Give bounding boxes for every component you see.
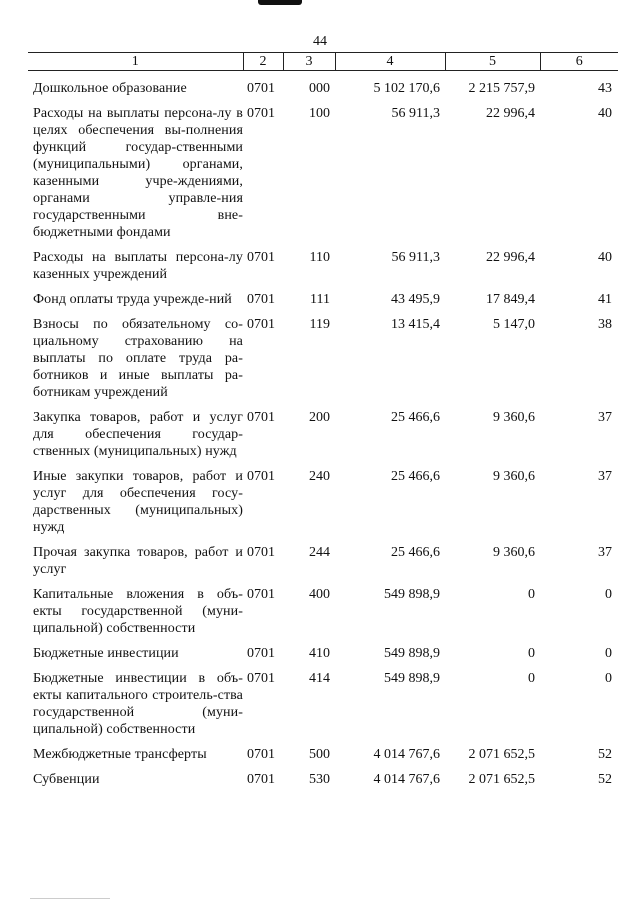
table-row	[28, 662, 618, 738]
section-code: 0701	[247, 106, 275, 121]
execution-percent: 38	[598, 317, 612, 332]
row-label: Закупка товаров, работ и услуг для обеспечения государ-ственных (муниципальных) нужд	[33, 410, 243, 459]
executed-amount: 2 215 757,9	[468, 81, 535, 96]
planned-amount: 13 415,4	[391, 317, 440, 332]
executed-amount: 22 996,4	[486, 106, 535, 121]
executed-amount: 17 849,4	[486, 292, 535, 307]
executed-amount: 0	[528, 587, 535, 602]
row-label: Бюджетные инвестиции в объ-екты капитального строитель-ства государственной (муни-ципальной) собственности	[33, 671, 243, 737]
planned-amount: 43 495,9	[391, 292, 440, 307]
row-label: Дошкольное образование	[33, 81, 187, 96]
section-code: 0701	[247, 81, 275, 96]
table-row	[28, 578, 618, 637]
table-header-row	[28, 53, 618, 71]
section-code: 0701	[247, 292, 275, 307]
row-label: Расходы на выплаты персона-лу казенных учреждений	[33, 250, 243, 282]
executed-amount: 9 360,6	[493, 410, 535, 425]
execution-percent: 43	[598, 81, 612, 96]
planned-amount: 5 102 170,6	[373, 81, 440, 96]
section-code: 0701	[247, 747, 275, 762]
table-row	[28, 460, 618, 536]
budget-table	[28, 52, 618, 788]
expense-type-code: 110	[309, 250, 330, 265]
column-header: 1	[28, 53, 243, 71]
column-header: 5	[445, 53, 540, 71]
row-label: Взносы по обязательному со-циальному страхованию на выплаты по оплате труда ра-ботников и иные выплаты ра-ботникам учреждений	[33, 317, 243, 400]
row-label: Капитальные вложения в объ-екты государственной (муни-ципальной) собственности	[33, 587, 243, 636]
planned-amount: 25 466,6	[391, 410, 440, 425]
section-code: 0701	[247, 671, 275, 686]
page-number: 44	[313, 34, 327, 49]
execution-percent: 52	[598, 772, 612, 787]
executed-amount: 22 996,4	[486, 250, 535, 265]
execution-percent: 0	[605, 646, 612, 661]
planned-amount: 549 898,9	[384, 646, 440, 661]
execution-percent: 40	[598, 250, 612, 265]
planned-amount: 25 466,6	[391, 469, 440, 484]
table-body	[28, 71, 618, 789]
execution-percent: 41	[598, 292, 612, 307]
table-row	[28, 738, 618, 763]
expense-type-code: 200	[309, 410, 330, 425]
table-row	[28, 308, 618, 401]
executed-amount: 2 071 652,5	[468, 772, 535, 787]
executed-amount: 9 360,6	[493, 469, 535, 484]
expense-type-code: 240	[309, 469, 330, 484]
executed-amount: 0	[528, 646, 535, 661]
section-code: 0701	[247, 317, 275, 332]
top-edge-mark	[258, 0, 302, 5]
expense-type-code: 000	[309, 81, 330, 96]
table-row	[28, 241, 618, 283]
row-label: Прочая закупка товаров, работ и услуг	[33, 545, 243, 577]
row-label: Фонд оплаты труда учрежде-ний	[33, 292, 232, 307]
planned-amount: 56 911,3	[391, 250, 440, 265]
table-row	[28, 401, 618, 460]
execution-percent: 0	[605, 671, 612, 686]
executed-amount: 9 360,6	[493, 545, 535, 560]
row-label: Межбюджетные трансферты	[33, 747, 207, 762]
expense-type-code: 111	[310, 292, 330, 307]
execution-percent: 37	[598, 469, 612, 484]
expense-type-code: 100	[309, 106, 330, 121]
expense-type-code: 410	[309, 646, 330, 661]
planned-amount: 4 014 767,6	[373, 772, 440, 787]
row-label: Расходы на выплаты персона-лу в целях обеспечения вы-полнения функций государ-ственными (муниципальными) органами, казенными учре-ждениями, органами управле-ния государственными вне-бюджетными фондами	[33, 106, 243, 240]
executed-amount: 0	[528, 671, 535, 686]
table-row	[28, 637, 618, 662]
section-code: 0701	[247, 469, 275, 484]
section-code: 0701	[247, 587, 275, 602]
section-code: 0701	[247, 545, 275, 560]
expense-type-code: 400	[309, 587, 330, 602]
table-row	[28, 71, 618, 98]
planned-amount: 549 898,9	[384, 587, 440, 602]
section-code: 0701	[247, 410, 275, 425]
table-row	[28, 283, 618, 308]
expense-type-code: 530	[309, 772, 330, 787]
column-header: 2	[243, 53, 283, 71]
executed-amount: 2 071 652,5	[468, 747, 535, 762]
expense-type-code: 414	[309, 671, 330, 686]
planned-amount: 56 911,3	[391, 106, 440, 121]
column-header: 3	[283, 53, 335, 71]
planned-amount: 25 466,6	[391, 545, 440, 560]
planned-amount: 4 014 767,6	[373, 747, 440, 762]
table-row	[28, 536, 618, 578]
row-label: Субвенции	[33, 772, 100, 787]
section-code: 0701	[247, 772, 275, 787]
execution-percent: 37	[598, 410, 612, 425]
execution-percent: 37	[598, 545, 612, 560]
expense-type-code: 500	[309, 747, 330, 762]
expense-type-code: 119	[309, 317, 330, 332]
table-row	[28, 763, 618, 788]
page-edge-line	[30, 898, 110, 899]
executed-amount: 5 147,0	[493, 317, 535, 332]
column-header: 4	[335, 53, 445, 71]
column-header: 6	[540, 53, 618, 71]
execution-percent: 40	[598, 106, 612, 121]
section-code: 0701	[247, 646, 275, 661]
execution-percent: 0	[605, 587, 612, 602]
row-label: Бюджетные инвестиции	[33, 646, 179, 661]
execution-percent: 52	[598, 747, 612, 762]
planned-amount: 549 898,9	[384, 671, 440, 686]
row-label: Иные закупки товаров, работ и услуг для обеспечения госу-дарственных (муниципальных) нужд	[33, 469, 243, 535]
section-code: 0701	[247, 250, 275, 265]
table-row	[28, 97, 618, 241]
expense-type-code: 244	[309, 545, 330, 560]
